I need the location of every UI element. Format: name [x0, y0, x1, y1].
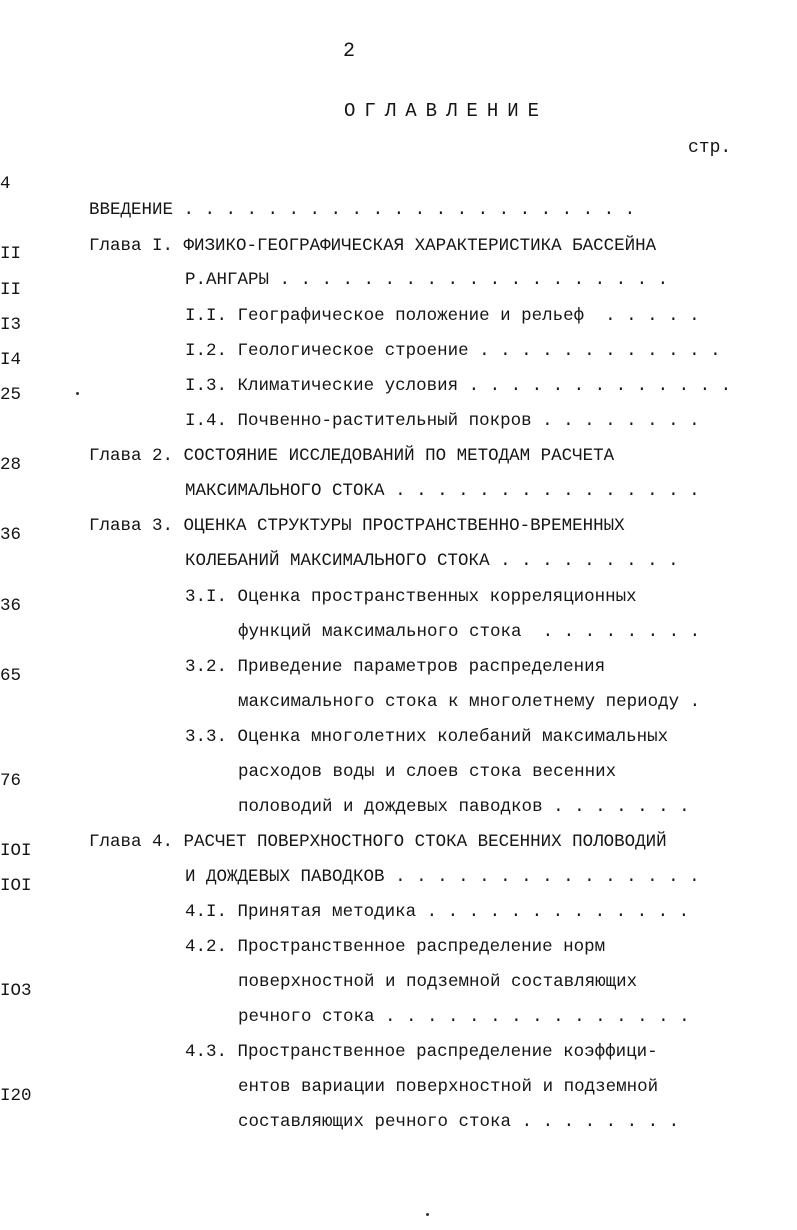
toc-section-label: I.2.	[185, 341, 228, 361]
toc-entry	[217, 1048, 659, 1097]
toc-section-label: I.4.	[185, 411, 228, 431]
leader-dots: .	[679, 692, 701, 712]
toc-section	[164, 698, 669, 747]
leader-dots: . . . . . . . . . . . . . . . . . . .	[269, 270, 669, 290]
toc-section-label: 3.3.	[185, 727, 228, 747]
toc-entry	[217, 943, 638, 992]
toc-section-label: 4.2.	[185, 937, 228, 957]
leader-dots: . . . . . . . . . . . . .	[416, 902, 690, 922]
toc-entry-text: МАКСИМАЛЬНОГО СТОКА	[185, 481, 385, 501]
toc-entry-text: ОЦЕНКА СТРУКТУРЫ ПРОСТРАНСТВЕННО-ВРЕМЕННЫХ	[183, 516, 625, 536]
leader-dots: . . . . . . . . . . . .	[468, 341, 721, 361]
toc-page: 65	[0, 666, 22, 686]
toc-chapter-label: Глава I.	[89, 236, 174, 256]
toc-entry-text: Р.АНГАРЫ	[185, 270, 270, 290]
scan-speck	[426, 1213, 429, 1216]
toc-entry-text: Принятая методика	[237, 902, 417, 922]
toc-section-label: 4.3.	[185, 1042, 228, 1062]
toc-page: 76	[0, 771, 22, 791]
leader-dots: . . . . . . . .	[521, 622, 701, 642]
leader-dots: . . . . . . . . . . . . . . .	[384, 481, 700, 501]
toc-section	[164, 1013, 658, 1062]
toc-entry-text: расходов воды и слоев стока весенних	[238, 762, 617, 782]
toc-page: 25	[0, 385, 22, 405]
toc-section	[164, 558, 637, 607]
toc-entry-text: Приведение параметров распределения	[237, 657, 606, 677]
toc-entry-text: Географическое положение и рельеф	[237, 306, 585, 326]
toc-entry-text: КОЛЕБАНИЙ МАКСИМАЛЬНОГО СТОКА	[185, 551, 490, 571]
toc-entry-text: составляющих речного стока	[238, 1112, 512, 1132]
toc-section-label: I.I.	[185, 306, 228, 326]
leader-dots: . . . . .	[584, 306, 700, 326]
toc-section	[164, 908, 606, 957]
toc-section-label: 3.2.	[185, 657, 228, 677]
toc-page: I20	[0, 1086, 32, 1106]
toc-chapter-1	[68, 207, 657, 256]
scan-speck	[76, 392, 79, 395]
toc-entry-text: Пространственное распределение коэффици-	[237, 1042, 658, 1062]
toc-page: 36	[0, 525, 22, 545]
toc-entry-text: речного стока	[238, 1007, 375, 1027]
leader-dots: . . . . . . . . .	[489, 551, 679, 571]
toc-entry-text: И ДОЖДЕВЫХ ПАВОДКОВ	[185, 867, 385, 887]
toc-entry-text: ентов вариации поверхностной и подземной	[238, 1077, 659, 1097]
toc-section	[164, 628, 606, 677]
page-number: 2	[343, 40, 356, 63]
toc-entry-text: Оценка многолетних колебаний максимальных	[237, 727, 669, 747]
toc-section-label: I.3.	[185, 376, 228, 396]
toc-entry-text: Оценка пространственных корреляционных	[237, 587, 637, 607]
leader-dots: . . . . . . . .	[511, 1112, 680, 1132]
toc-page: I4	[0, 350, 22, 370]
toc-entry-text: СОСТОЯНИЕ ИССЛЕДОВАНИЙ ПО МЕТОДАМ РАСЧЕТА	[183, 446, 615, 466]
toc-page: 28	[0, 455, 22, 475]
toc-entry-text: поверхностной и подземной составляющих	[238, 972, 638, 992]
toc-entry-text: функций максимального стока	[238, 622, 522, 642]
toc-page: II	[0, 244, 22, 264]
toc-entry-text: Пространственное распределение норм	[237, 937, 606, 957]
toc-entry-text: максимального стока к многолетнему периоду	[238, 692, 680, 712]
toc-page: 4	[0, 174, 11, 194]
toc-chapter-label: Глава 4.	[89, 832, 174, 852]
toc-entry-text: Геологическое строение	[237, 341, 469, 361]
toc-entry-text: ВВЕДЕНИЕ	[89, 200, 174, 220]
toc-page: I3	[0, 315, 22, 335]
toc-section-label: 3.I.	[185, 587, 228, 607]
toc-chapter-2	[68, 417, 615, 466]
toc-section-label: 4.I.	[185, 902, 228, 922]
toc-entry-text: половодий и дождевых паводков	[238, 797, 543, 817]
toc-entry	[217, 733, 617, 782]
leader-dots: . . . . . . .	[542, 797, 690, 817]
toc-entry-text: Климатические условия	[237, 376, 459, 396]
toc-chapter-label: Глава 3.	[89, 516, 174, 536]
toc-page: IO3	[0, 981, 32, 1001]
toc-entry-text: РАСЧЕТ ПОВЕРХНОСТНОГО СТОКА ВЕСЕННИХ ПОЛОВОДИЙ	[183, 832, 667, 852]
leader-dots: . . . . . . . . . . . . . . . . . . . . . .	[173, 200, 636, 220]
toc-entry-text: Почвенно-растительный покров	[237, 411, 532, 431]
toc-chapter-label: Глава 2.	[89, 446, 174, 466]
toc-page: IOI	[0, 841, 32, 861]
leader-dots: . . . . . . . .	[531, 411, 700, 431]
toc-page: 36	[0, 596, 22, 616]
toc-page: II	[0, 280, 22, 300]
toc-heading: ОГЛАВЛЕНИЕ	[344, 100, 549, 122]
toc-chapter-3	[68, 487, 625, 536]
toc-entry-text: ФИЗИКО-ГЕОГРАФИЧЕСКАЯ ХАРАКТЕРИСТИКА БАССЕЙНА	[183, 236, 657, 256]
leader-dots: . . . . . . . . . . . . .	[458, 376, 732, 396]
page-column-label: стр.	[688, 138, 732, 158]
toc-page: IOI	[0, 876, 32, 896]
leader-dots: . . . . . . . . . . . . . . .	[374, 1007, 690, 1027]
leader-dots: . . . . . . . . . . . . . . .	[384, 867, 700, 887]
toc-chapter-4	[68, 803, 667, 852]
